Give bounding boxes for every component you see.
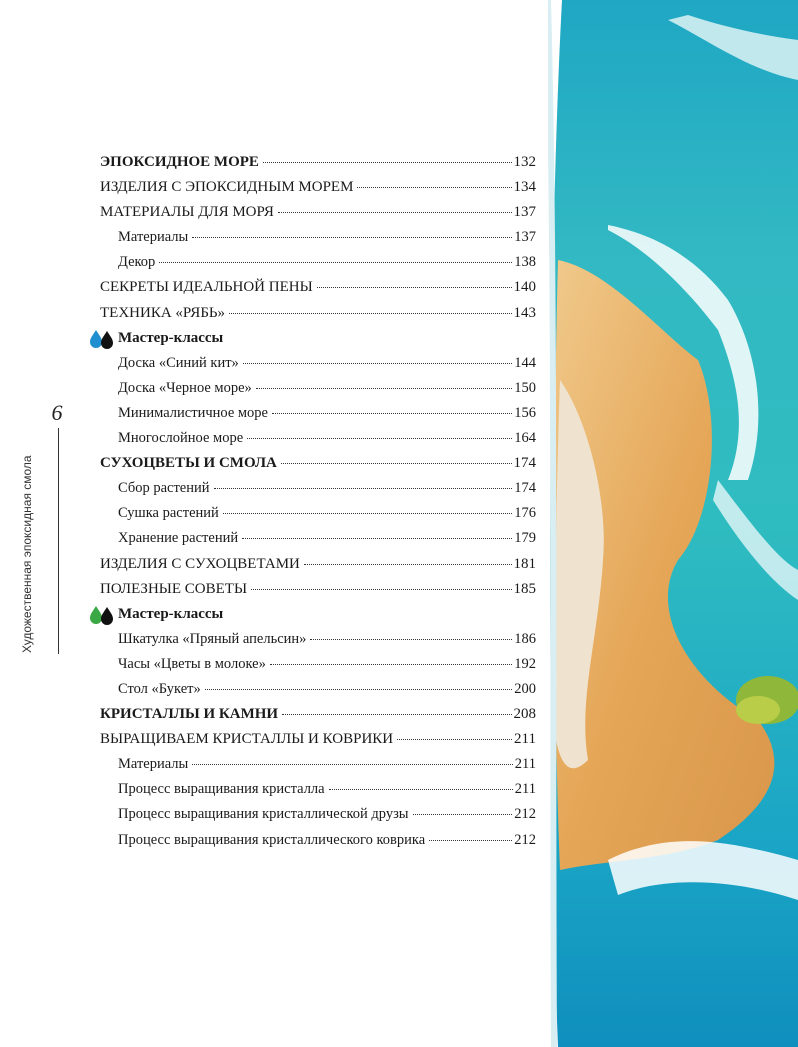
blue-black-drops-icon (90, 329, 116, 349)
toc-entry[interactable] (100, 804, 536, 829)
toc-entry-title: Материалы (118, 229, 189, 246)
toc-entry[interactable] (100, 779, 536, 804)
toc-entry-title: ЭПОКСИДНОЕ МОРЕ (100, 154, 259, 170)
toc-entry-page-number: 143 (513, 304, 536, 321)
toc-entry[interactable] (100, 554, 536, 579)
dot-leader (317, 286, 512, 288)
toc-entry-title: СЕКРЕТЫ ИДЕАЛЬНОЙ ПЕНЫ (100, 279, 313, 296)
toc-entry[interactable] (100, 353, 536, 378)
toc-entry-title: ТЕХНИКА «РЯБЬ» (100, 304, 226, 321)
toc-entry-page-number: 137 (514, 229, 536, 246)
toc-entry-page-number: 144 (514, 354, 536, 371)
toc-entry[interactable] (100, 277, 536, 302)
toc-entry-page-number: 181 (513, 555, 536, 572)
dot-leader (243, 362, 512, 364)
toc-entry[interactable] (100, 579, 536, 604)
toc-entry[interactable] (100, 503, 536, 528)
toc-entry-title: Шкатулка «Пряный апельсин» (118, 630, 307, 647)
toc-entry-page-number: 211 (514, 781, 536, 798)
toc-entry[interactable] (100, 528, 536, 553)
dot-leader (214, 487, 513, 489)
toc-entry-page-number: 134 (513, 179, 536, 196)
toc-entry-page-number: 137 (513, 204, 536, 221)
dot-leader (270, 663, 512, 665)
dot-leader (229, 312, 511, 314)
toc-entry-title: Многослойное море (118, 430, 244, 447)
epoxy-sea-board-photo (548, 0, 798, 1047)
green-black-drops-icon (90, 605, 116, 625)
toc-entry-title: Процесс выращивания кристаллической друзы (118, 806, 409, 823)
toc-entry[interactable] (100, 704, 536, 729)
toc-entry[interactable] (100, 729, 536, 754)
toc-entry-page-number: 156 (514, 404, 536, 421)
toc-entry-title: Процесс выращивания кристаллического коврика (118, 831, 426, 848)
toc-entry-title: Декор (118, 254, 156, 271)
toc-entry-title: ИЗДЕЛИЯ С ЭПОКСИДНЫМ МОРЕМ (100, 179, 354, 196)
toc-entry[interactable] (100, 754, 536, 779)
toc-entry-page-number: 200 (514, 680, 536, 697)
dot-leader (272, 412, 512, 414)
toc-entry-page-number: 174 (514, 480, 536, 497)
toc-entry[interactable] (100, 252, 536, 277)
toc-entry[interactable] (100, 152, 536, 177)
toc-entry-page-number: 150 (514, 379, 536, 396)
toc-entry-title: СУХОЦВЕТЫ И СМОЛА (100, 455, 277, 472)
toc-entry[interactable] (100, 478, 536, 503)
toc-entry-title: МАТЕРИАЛЫ ДЛЯ МОРЯ (100, 204, 274, 221)
table-of-contents (100, 152, 536, 855)
toc-entry-page-number: 179 (514, 530, 536, 547)
toc-entry[interactable] (100, 177, 536, 202)
toc-entry-title: Сушка растений (118, 505, 219, 522)
toc-entry-page-number: 140 (513, 279, 536, 296)
toc-entry-page-number: 186 (514, 630, 536, 647)
toc-entry-title: Часы «Цветы в молоке» (118, 655, 266, 672)
toc-entry-page-number: 208 (513, 706, 536, 723)
dot-leader (281, 462, 512, 464)
dot-leader (429, 839, 512, 841)
toc-entry[interactable] (100, 679, 536, 704)
toc-entry-title: ВЫРАЩИВАЕМ КРИСТАЛЛЫ И КОВРИКИ (100, 731, 394, 748)
dot-leader (329, 788, 513, 790)
dot-leader (247, 437, 512, 439)
toc-entry-title: ИЗДЕЛИЯ С СУХОЦВЕТАМИ (100, 555, 300, 572)
toc-entry-page-number: 132 (513, 154, 536, 170)
toc-entry-page-number: 192 (514, 655, 536, 672)
page-number: 6 (51, 400, 63, 425)
toc-entry-title: Материалы (118, 756, 189, 773)
toc-entry-title: КРИСТАЛЛЫ И КАМНИ (100, 706, 279, 723)
running-head: Художественная эпоксидная смола (20, 455, 34, 653)
dot-leader (205, 688, 513, 690)
toc-entry-title: Процесс выращивания кристалла (118, 781, 325, 798)
toc-entry[interactable] (100, 403, 536, 428)
toc-entry-title: Стол «Букет» (118, 680, 201, 697)
dot-leader (357, 186, 511, 188)
dot-leader (413, 813, 513, 815)
toc-entry[interactable] (100, 629, 536, 654)
toc-entry-title: Сбор растений (118, 480, 210, 497)
toc-entry-page-number: 176 (514, 505, 536, 522)
dot-leader (304, 563, 512, 565)
side-divider (58, 428, 59, 654)
toc-entry-page-number: 164 (514, 430, 536, 447)
toc-entry[interactable] (100, 303, 536, 328)
toc-entry[interactable] (100, 453, 536, 478)
toc-entry-page-number: 212 (514, 831, 536, 848)
dot-leader (310, 638, 512, 640)
dot-leader (159, 261, 512, 263)
toc-entry-title: Минималистичное море (118, 404, 268, 421)
toc-entry-title: ПОЛЕЗНЫЕ СОВЕТЫ (100, 580, 248, 597)
dot-leader (192, 763, 513, 765)
toc-entry-page-number: 211 (514, 731, 536, 748)
toc-entry-page-number: 211 (514, 756, 536, 773)
dot-leader (251, 588, 511, 590)
toc-entry-title: Доска «Черное море» (118, 379, 252, 396)
dot-leader (242, 537, 512, 539)
dot-leader (397, 738, 512, 740)
dot-leader (192, 236, 512, 238)
toc-entry-page-number: 138 (514, 254, 536, 271)
toc-entry-page-number: 185 (513, 580, 536, 597)
toc-entry[interactable] (100, 202, 536, 227)
dot-leader (223, 512, 512, 514)
toc-entry-page-number: 212 (514, 806, 536, 823)
toc-entry[interactable] (100, 428, 536, 453)
toc-section-heading[interactable] (100, 328, 536, 353)
toc-entry[interactable] (100, 830, 536, 855)
toc-section-heading[interactable] (100, 604, 536, 629)
toc-entry-title: Хранение растений (118, 530, 239, 547)
toc-entry-title: Мастер-классы (118, 605, 224, 622)
dot-leader (256, 387, 512, 389)
toc-entry[interactable] (100, 654, 536, 679)
toc-entry-page-number: 174 (513, 455, 536, 472)
toc-entry[interactable] (100, 378, 536, 403)
dot-leader (278, 211, 512, 213)
dot-leader (282, 713, 511, 715)
dot-leader (263, 161, 512, 163)
toc-entry[interactable] (100, 227, 536, 252)
toc-entry-title: Мастер-классы (118, 329, 224, 346)
toc-entry-title: Доска «Синий кит» (118, 354, 239, 371)
